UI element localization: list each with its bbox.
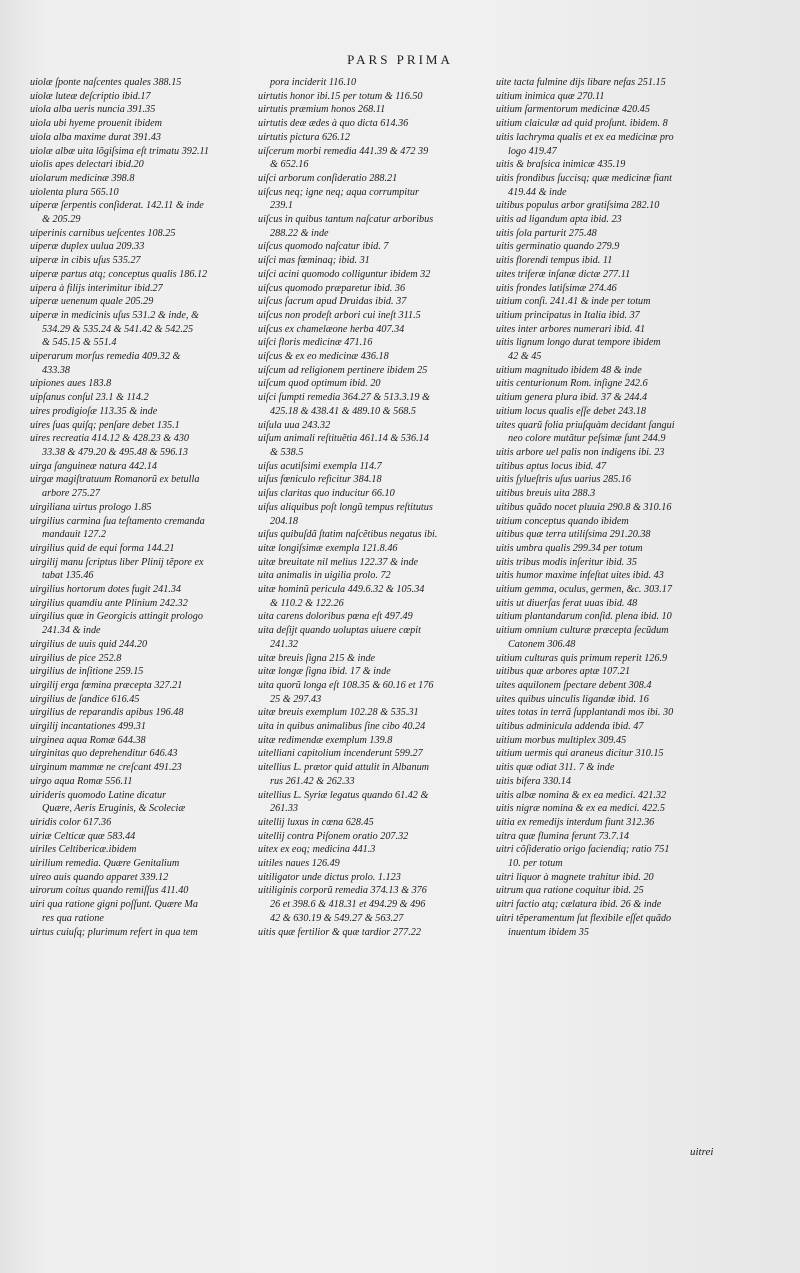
index-entry: uirgilij erga fœmina præcepta 327.21 [30,679,183,691]
index-entry: uitia ex remedijs interdum fiunt 312.36 [496,816,655,828]
index-entry: uirginum mammæ ne creſcant 491.23 [30,762,182,774]
index-entry-continuation: neo colore mutãtur peſsimæ ſunt 244.9 [508,433,666,445]
index-entry: uitri factio atq; cælatura ibid. 26 & inde [496,899,662,911]
index-entry: uiſum animali reſtituẽtia 461.14 & 536.14 [258,433,429,445]
index-entry: uiperæ ſerpentis conſiderat. 142.11 & inde [30,200,204,212]
index-entry-continuation: 241.32 [270,638,299,650]
index-column-1 [30,76,258,939]
index-entry-continuation: & 110.2 & 122.26 [270,597,344,609]
index-entry: uitis quæ fertilior & quæ tardior 277.22 [258,926,421,938]
index-entry-continuation: inuentum ibidem 35 [508,926,589,938]
index-entry: uirtutis pictura 626.12 [258,131,350,143]
index-entry: uirtutis honor ibi.15 per totum & 116.50 [258,90,423,102]
index-entry: uitis lignum longo durat tempore ibidem [496,337,661,349]
index-entry: uiridis color 617.36 [30,816,112,828]
index-entry: uiſcus neq; igne neq; aqua corrumpitur [258,186,419,198]
index-entry: uiſci mas fœminaq; ibid. 31 [258,255,370,267]
index-entry: uirgilij incantationes 499.31 [30,721,146,733]
index-entry: uirgiliana uirtus prologo 1.85 [30,501,152,513]
index-entry: uirgilius quid de equi forma 144.21 [30,542,175,554]
index-entry: uitri cõſideratio origo faciendiq; ratio 751 [496,844,670,856]
index-entry-continuation: 261.33 [270,803,299,815]
index-entry: uiſus quibuſdã ſtatim naſcẽtibus negatus ibi. [258,529,438,541]
index-entry: uirgilius de uuis quid 244.20 [30,638,148,650]
index-entry: uiſci acini quomodo colliguntur ibidem 32 [258,268,431,280]
index-entry: uitis ut diuerſas ferat uuas ibid. 48 [496,597,638,609]
index-entry: uiſci arborum conſideratio 288.21 [258,172,398,184]
index-entry: uirgilius de ſandice 616.45 [30,693,140,705]
index-entry-continuation: 204.18 [270,515,299,527]
index-entry: uiperarum morſus remedia 409.32 & [30,351,181,363]
index-entry: uitis bifera 330.14 [496,775,571,787]
index-entry: uirga ſanguineæ natura 442.14 [30,460,157,472]
index-entry: uiſcus quomodo naſcatur ibid. 7 [258,241,389,253]
index-entry: uipiones aues 183.8 [30,378,112,390]
index-entry: uiolis apes delectari ibid.20 [30,159,144,171]
index-entry: uitellij luxus in cœna 628.45 [258,816,374,828]
index-entry-continuation: & 545.15 & 551.4 [42,337,117,349]
index-entry: uiolarum medicinæ 398.8 [30,172,135,184]
index-entry: uiperæ in medicinis uſus 531.2 & inde, & [30,309,199,321]
index-entry: uiſcus ex chamelæone herba 407.34 [258,323,405,335]
index-entry: uitiles naues 126.49 [258,858,340,870]
index-entry: uiſcus in quibus tantum naſcatur arboribus [258,214,434,226]
index-entry: uitibus quãdo nocet pluuia 290.8 & 310.16 [496,501,672,513]
index-entry: uitium genera plura ibid. 37 & 244.4 [496,392,648,404]
index-entry: uitium principatus in Italia ibid. 37 [496,309,640,321]
index-entry: uitibus adminicula addenda ibid. 47 [496,721,644,733]
index-entry-continuation: res qua ratione [42,912,104,924]
index-entry-continuation: 239.1 [270,200,293,212]
index-entry: uitis florendi tempus ibid. 11 [496,255,613,267]
index-entry: uita animalis in uigilia prolo. 72 [258,570,391,582]
index-entry: uirgilius quæ in Georgicis attingit prologo [30,611,203,623]
index-entry-continuation: arbore 275.27 [42,488,100,500]
index-entry-continuation: logo 419.47 [508,145,557,157]
index-entry-continuation: 42 & 630.19 & 549.27 & 563.27 [270,912,404,924]
running-head: PARS PRIMA [347,52,453,67]
index-entry: uitæ breuitate nil melius 122.37 & inde [258,556,419,568]
index-entry: uiſus acutiſsimi exempla 114.7 [258,460,382,472]
index-entry: uita quorũ longa eſt 108.35 & 60.16 et 176 [258,679,434,691]
index-entry: uiſcerum morbi remedia 441.39 & 472 39 [258,145,429,157]
index-entry: uitiligator unde dictus prolo. 1.123 [258,871,401,883]
index-entry: uita carens doloribus pœna eſt 497.49 [258,611,413,623]
index-entry: uitium conceptus quando ibidem [496,515,629,527]
index-entry: uitis & braſsica inimicæ 435.19 [496,159,626,171]
index-entry: uitellius L. prætor quid attulit in Albanum [258,762,430,774]
index-entry: uitæ redimendæ exemplum 139.8 [258,734,393,746]
index-entry: uiolæ albæ uita lõgiſsima eſt trimatu 392.11 [30,145,209,157]
index-entry: uitæ breuis exemplum 102.28 & 535.31 [258,707,419,719]
index-entry: uitium inimica quæ 270.11 [496,90,605,102]
index-entry: uiperæ duplex uulua 209.33 [30,241,145,253]
index-entry: uitis tribus modis inſeritur ibid. 35 [496,556,637,568]
index-entry: uirgo aqua Romæ 556.11 [30,775,133,787]
index-entry: uiperinis carnibus ueſcentes 108.25 [30,227,176,239]
index-entry: uitium plantandarum conſid. plena ibid. 10 [496,611,672,623]
index-entry: uites aquilonem ſpectare debent 308.4 [496,679,652,691]
index-entry: uita deſijt quando uoluptas uiuere cœpit [258,625,421,637]
index-entry: uitex ex eoq; medicina 441.3 [258,844,376,856]
index-entry-continuation: 419.44 & inde [508,186,567,198]
index-entry-continuation: 42 & 45 [508,351,542,363]
index-entry: uitibus aptus locus ibid. 47 [496,460,607,472]
index-entry: uitium morbus multiplex 309.45 [496,734,627,746]
index-entry: uirideris quomodo Latine dicatur [30,789,167,801]
index-entry: uirginitas quo deprehenditur 646.43 [30,748,178,760]
index-entry: uiperæ partus atq; conceptus qualis 186.12 [30,268,208,280]
index-entry: uiola alba ueris nuncia 391.35 [30,104,156,116]
index-entry: uitium uermis qui araneus dicitur 310.15 [496,748,664,760]
index-entry: uirgilius carmina ſua teſtamento cremanda [30,515,205,527]
index-entry-continuation: 288.22 & inde [270,227,329,239]
index-entry: uitium conſi. 241.41 & inde per totum [496,296,651,308]
index-entry: uirilium remedia. Quære Genitalium [30,858,180,870]
index-entry-continuation: 425.18 & 438.41 & 489.10 & 568.5 [270,405,417,417]
index-entry: uitibus populus arbor gratiſsima 282.10 [496,200,660,212]
index-entry: uiſcus quomodo præparetur ibid. 36 [258,282,406,294]
index-entry-continuation: pora inciderit 116.10 [270,77,357,88]
index-entry: uitra quæ flumina ferunt 73.7.14 [496,830,630,842]
index-entry: uitis ſola parturit 275.48 [496,227,597,239]
index-entry: uitis frondes latiſsimæ 274.46 [496,282,617,294]
catchword: uitrei [690,1146,714,1158]
index-entry: uitri liquor à magnete trahitur ibid. 20 [496,871,654,883]
index-entry: uitis lachryma qualis et ex ea medicinæ pro [496,131,674,143]
index-entry: uitium ſarmentorum medicinæ 420.45 [496,104,650,116]
index-entry: uires recreatia 414.12 & 428.23 & 430 [30,433,190,445]
index-entry-continuation: 26 et 398.6 & 418.31 et 494.29 & 496 [270,899,426,911]
index-entry-continuation: mandauit 127.2 [42,529,106,541]
index-entry: uitium omnium culturæ præcepta ſecũdum [496,625,669,637]
index-entry: uiſus fœniculo reficitur 384.18 [258,474,382,486]
index-entry: uitis germinatio quando 279.9 [496,241,620,253]
index-entry: uirgilius de pice 252.8 [30,652,122,664]
index-entry: uiolæ ſponte naſcentes quales 388.15 [30,77,182,88]
index-entry: uitibus quæ arbores aptæ 107.21 [496,666,631,678]
index-entry-continuation: Catonem 306.48 [508,638,576,650]
index-entry: uiola ubi hyeme prouenit ibidem [30,118,163,130]
index-entry: uiſcum ad religionem pertinere ibidem 25 [258,364,428,376]
index-entry: uites quibus uinculis ligandæ ibid. 16 [496,693,649,705]
index-entry: uitæ longiſsimæ exempla 121.8.46 [258,542,398,554]
index-entry: uirginea aqua Romæ 644.38 [30,734,146,746]
index-entry: uitis nigræ nomina & ex ea medici. 422.5 [496,803,665,815]
index-entry-continuation: & 205.29 [42,214,81,226]
index-entry: uiperæ in cibis uſus 535.27 [30,255,141,267]
index-entry: uitis umbra qualis 299.34 per totum [496,542,643,554]
index-entry: uires ſuas quiſq; penſare debet 135.1 [30,419,180,431]
index-entry: uiſci floris medicinæ 471.16 [258,337,373,349]
index-entry: uites triferæ inſanæ dictæ 277.11 [496,268,631,280]
index-entry: uiſcus & ex eo medicinæ 436.18 [258,351,389,363]
index-entry: uiſci ſumpti remedia 364.27 & 513.3.19 & [258,392,430,404]
index-entry-continuation: & 652.16 [270,159,309,171]
index-entry: uitium culturas quis primum reperit 126.9 [496,652,668,664]
index-entry: uiſcus ſacrum apud Druidas ibid. 37 [258,296,407,308]
index-entry: uitis frondibus ſuccisq; quæ medicinæ fiant [496,172,672,184]
index-entry: uirtutis præmium honos 268.11 [258,104,386,116]
index-entry: uitis centurionum Rom. inſigne 242.6 [496,378,648,390]
index-entry-continuation: 534.29 & 535.24 & 541.42 & 542.25 [42,323,194,335]
index-entry-continuation: Quære, Aeris Eruginis, & Scoleciæ [42,803,186,815]
index-entry: uirgilij manu ſcriptus liber Plinij tẽpore ex [30,556,204,568]
index-entry-continuation: tabat 135.46 [42,570,94,582]
index-entry: uipera à filijs interimitur ibid.27 [30,282,163,294]
index-entry: uirgilius de inſitione 259.15 [30,666,144,678]
index-entry: uitibus breuis uita 288.3 [496,488,596,500]
index-entry-continuation: 433.38 [42,364,71,376]
index-entry: uitæ breuis ſigna 215 & inde [258,652,376,664]
index-entry: uiſula uua 243.32 [258,419,331,431]
index-entry-continuation: rus 261.42 & 262.33 [270,775,355,787]
index-entry: uitrum qua ratione coquitur ibid. 25 [496,885,644,897]
index-entry: uirgilius hortorum dotes fugit 241.34 [30,584,182,596]
index-entry: uitellius L. Syriæ legatus quando 61.42 & [258,789,429,801]
index-entry: uiperæ uenenum quale 205.29 [30,296,154,308]
index-entry: uireo auis quando apparet 339.12 [30,871,169,883]
index-entry: uiola alba maxime durat 391.43 [30,131,162,143]
index-entry: uitiliginis corporũ remedia 374.13 & 376 [258,885,427,897]
index-entry: uipſanus conſul 23.1 & 114.2 [30,392,149,404]
index-entry-continuation: 25 & 297.43 [270,693,322,705]
index-entry-continuation: & 538.5 [270,446,304,458]
index-entry-continuation: 10. per totum [508,858,563,870]
index-entry: uites inter arbores numerari ibid. 41 [496,323,646,335]
index-entry: uiſus aliquibus poſt longũ tempus reſtitutus [258,501,433,513]
index-entry: uitis albæ nomina & ex ea medici. 421.32 [496,789,667,801]
index-entry: uitæ longæ ſigna ibid. 17 & inde [258,666,391,678]
index-entry: uitis ad ligandum apta ibid. 23 [496,214,622,226]
index-entry: uitellij contra Piſonem oratio 207.32 [258,830,409,842]
index-entry: uiriæ Celticæ quæ 583.44 [30,830,136,842]
index-entry: uiſcus non prodeſt arbori cui ineſt 311.5 [258,309,421,321]
index-entry: uirtus cuiuſq; plurimum refert in qua tem [30,926,198,938]
index-entry: uitelliani capitolium incenderunt 599.27 [258,748,423,760]
index-entry: uitium claiculæ ad quid proſunt. ibidem. 8 [496,118,668,130]
index-entry: uitis quæ odiat 311. 7 & inde [496,762,615,774]
index-entry: uiriles Celtibericæ.ibidem [30,844,137,856]
index-entry: uitis ſylueſtris uſus uarius 285.16 [496,474,631,486]
index-entry: uitri tẽperamentum ſut flexibile eſſet quãdo [496,912,672,924]
index-entry: uirgilius de reparandis apibus 196.48 [30,707,184,719]
index-entry: uirorum coitus quando remiſſus 411.40 [30,885,189,897]
index-column-2 [258,76,490,939]
index-entry: uitium magnitudo ibidem 48 & inde [496,364,642,376]
index-entry: uitæ hominũ pericula 449.6.32 & 105.34 [258,584,425,596]
index-entry: uitis arbore uel palis non indigens ibi. 23 [496,446,665,458]
index-entry: uirtutis deæ ædes à quo dicta 614.36 [258,118,409,130]
index-entry: uitium locus qualis eſſe debet 243.18 [496,405,646,417]
index-entry: uiolæ luteæ deſcriptio ibid.17 [30,90,151,102]
index-entry: uiolenta plura 565.10 [30,186,119,198]
index-entry-continuation: 241.34 & inde [42,625,101,637]
index-entry: uitis humor maxime infeſtat uites ibid. 43 [496,570,664,582]
index-entry: uiſus claritas quo inducitur 66.10 [258,488,395,500]
index-entry-continuation: 33.38 & 479.20 & 495.48 & 596.13 [42,446,189,458]
index-entry: uiſcum quod optimum ibid. 20 [258,378,381,390]
index-entry: uitium gemma, oculus, germen, &c. 303.17 [496,584,672,596]
index-entry: uite tacta fulmine dijs libare nefas 251.15 [496,77,666,88]
index-entry: uiri qua ratione gigni poſſunt. Quære Ma [30,899,198,911]
index-entry: uita in quibus animalibus ſine cibo 40.24 [258,721,426,733]
index-entry: uitibus quæ terra utiliſsima 291.20.38 [496,529,651,541]
index-entry: uites totas in terrã ſupplantandi mos ibi. 30 [496,707,674,719]
index-entry: uirgilius quamdiu ante Plinium 242.32 [30,597,188,609]
index-column-3 [496,76,728,939]
index-entry: uirgæ magiſtratuum Romanorũ ex betulla [30,474,200,486]
index-entry: uires prodigioſæ 113.35 & inde [30,405,158,417]
index-entry: uites quarũ folia priuſquàm decidant ſangui [496,419,675,431]
